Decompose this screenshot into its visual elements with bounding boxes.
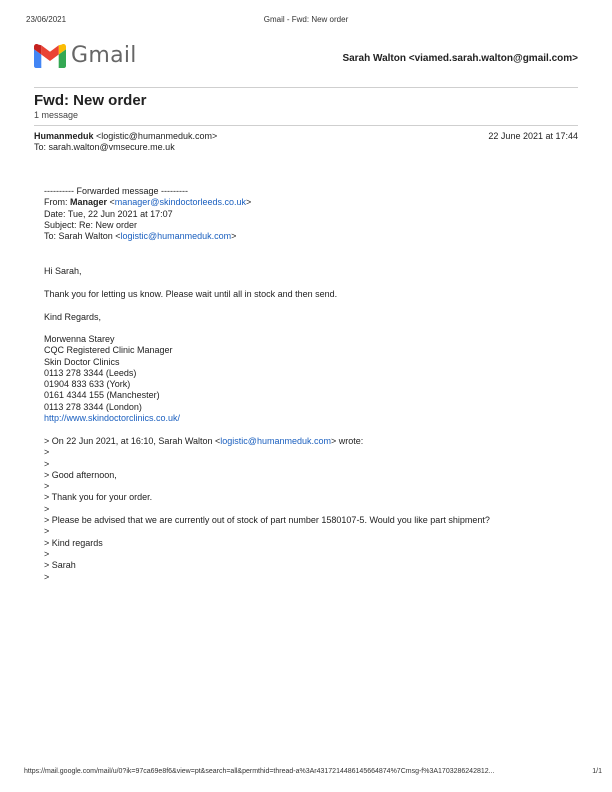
reply-body: Thank you for letting us know. Please wait until all in stock and then send.	[44, 289, 338, 299]
gmail-logo-text: Gmail	[71, 43, 137, 68]
sender-email: <logistic@humanmeduk.com>	[96, 131, 218, 141]
account-name: Sarah Walton <viamed.sarah.walton@gmail.com>	[342, 53, 578, 64]
print-title: Gmail - Fwd: New order	[263, 15, 349, 24]
quote-intro-email-link[interactable]: logistic@humanmeduk.com	[220, 436, 331, 446]
print-page-number: 1/1	[592, 768, 602, 775]
website-link[interactable]: http://www.skindoctorclinics.co.uk/	[44, 413, 181, 424]
message-count: 1 message	[34, 110, 79, 120]
quote-line: > Thank you for your order.	[44, 492, 153, 503]
forward-to-email-link[interactable]: logistic@humanmeduk.com	[120, 231, 232, 242]
forward-to-prefix: To: Sarah Walton <	[44, 231, 121, 242]
sender	[34, 131, 217, 142]
greeting: Hi Sarah,	[44, 266, 82, 276]
quote-line: >	[44, 526, 50, 537]
print-date: 23/06/2021	[26, 15, 67, 24]
signature-line: 01904 833 633 (York)	[44, 379, 131, 390]
thread-subject: Fwd: New order	[34, 92, 147, 109]
quote-intro	[44, 436, 490, 447]
signature-line: 0161 4344 155 (Manchester)	[44, 390, 160, 401]
signature-line: Morwenna Starey	[44, 334, 115, 344]
signature-line: 0113 278 3344 (London)	[44, 401, 142, 412]
message-date: 22 June 2021 at 17:44	[488, 131, 578, 141]
closing: Kind Regards,	[44, 312, 102, 322]
forward-from-email-link[interactable]: manager@skindoctorleeds.co.uk	[114, 197, 246, 208]
forward-from-open: <	[107, 197, 115, 208]
signature-line: 0113 278 3344 (Leeds)	[44, 367, 137, 378]
print-url: https://mail.google.com/mail/u/0?ik=97ca69e8f6&view=pt&search=all&permthid=thread-a%3Ar4317214486145664874%7Cmsg-f%3A1703286242812...	[24, 768, 495, 775]
header-divider	[34, 87, 578, 88]
quote-intro-suffix: > wrote:	[330, 436, 364, 446]
recipient: To: sarah.walton@vmsecure.me.uk	[34, 142, 175, 152]
forward-date: Date: Tue, 22 Jun 2021 at 17:07	[44, 208, 173, 219]
forward-separator: ---------- Forwarded message ---------	[44, 186, 188, 196]
forward-from	[44, 197, 251, 208]
subject-divider	[34, 125, 578, 126]
sender-name: Humanmeduk	[34, 131, 94, 141]
forward-from-close: >	[245, 197, 252, 208]
quote-line: > Please be advised that we are currently out of stock of part number 1580107-5. Would you like part shipment?	[44, 515, 490, 526]
quote-line: >	[44, 447, 50, 458]
forward-from-name: Manager	[70, 197, 108, 208]
quote-line: > Good afternoon,	[44, 469, 117, 480]
quote-line: > Sarah	[44, 560, 76, 571]
forward-subject: Subject: Re: New order	[44, 219, 138, 230]
gmail-logo-icon	[34, 44, 66, 68]
signature-line: CQC Registered Clinic Manager	[44, 345, 173, 356]
quote-line: > Kind regards	[44, 537, 103, 548]
quote-intro-prefix: > On 22 Jun 2021, at 16:10, Sarah Walton <	[44, 436, 221, 446]
quote-line: >	[44, 481, 50, 492]
forward-to	[44, 231, 251, 242]
forward-to-suffix: >	[231, 231, 237, 242]
quote-line: >	[44, 503, 50, 514]
quote-line: >	[44, 548, 50, 559]
quote-line: >	[44, 571, 50, 582]
signature	[44, 334, 180, 424]
signature-line: Skin Doctor Clinics	[44, 356, 120, 367]
forward-from-label: From:	[44, 197, 70, 208]
quoted-message	[44, 436, 490, 583]
forwarded-header	[44, 186, 251, 242]
quote-line: >	[44, 458, 50, 469]
